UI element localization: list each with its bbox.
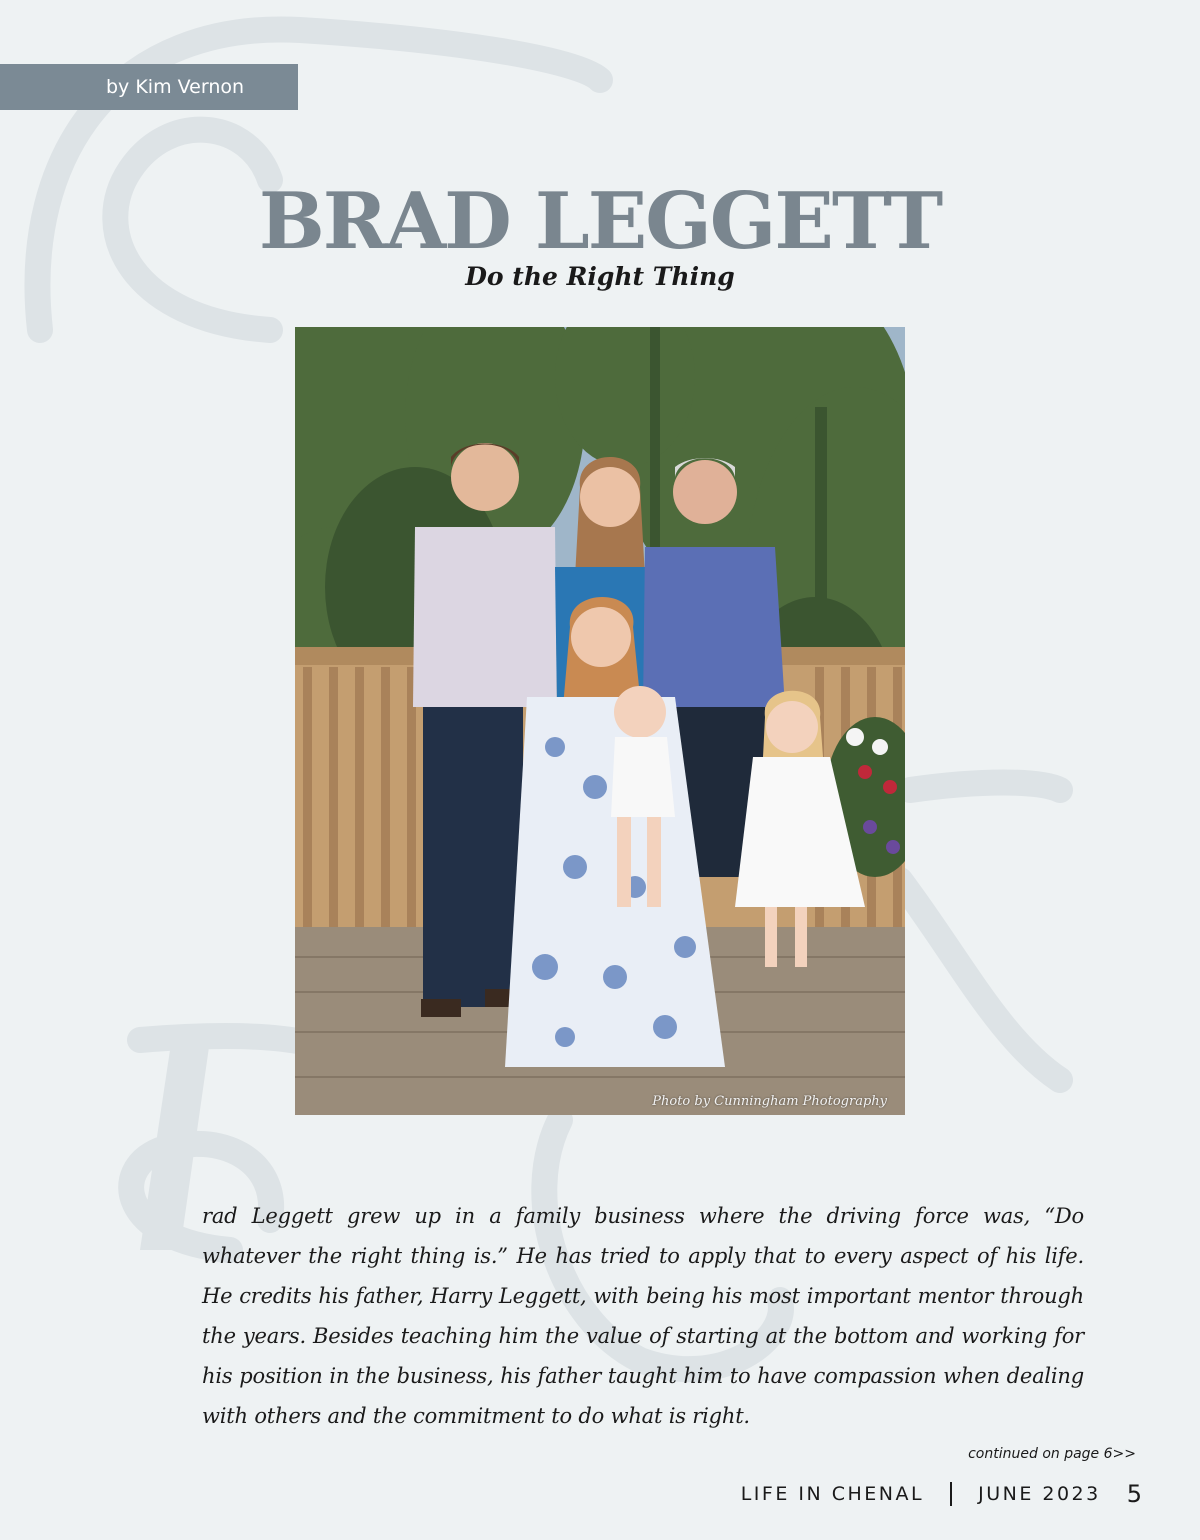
article-body: rad Leggett grew up in a family business where the driving force was, “Do whatever the right thing is.” He has tried to apply that to every aspect of his life. He credits his father, Harry Leggett, with being his most important mentor through the years. Besides teaching him the value of starting at the bottom and working for his position in the business, his father taught him to have compassion when dealing with others and the commitment to do what is right. — [202, 1204, 1084, 1428]
article-title: BRAD LEGGETT — [258, 176, 942, 267]
family-photo-illustration — [295, 327, 905, 1115]
page-footer — [741, 1480, 1142, 1508]
family-photo — [295, 327, 905, 1115]
byline: by Kim Vernon — [0, 64, 298, 110]
article-subtitle: Do the Right Thing — [465, 262, 735, 291]
photo-credit: Photo by Cunningham Photography — [652, 1094, 887, 1109]
issue-date: JUNE 2023 — [978, 1483, 1101, 1505]
publication-name: LIFE IN CHENAL — [740, 1483, 925, 1505]
page-number: 5 — [1126, 1480, 1142, 1508]
continued-note: continued on page 6>> — [968, 1446, 1136, 1462]
footer-divider — [950, 1482, 952, 1506]
